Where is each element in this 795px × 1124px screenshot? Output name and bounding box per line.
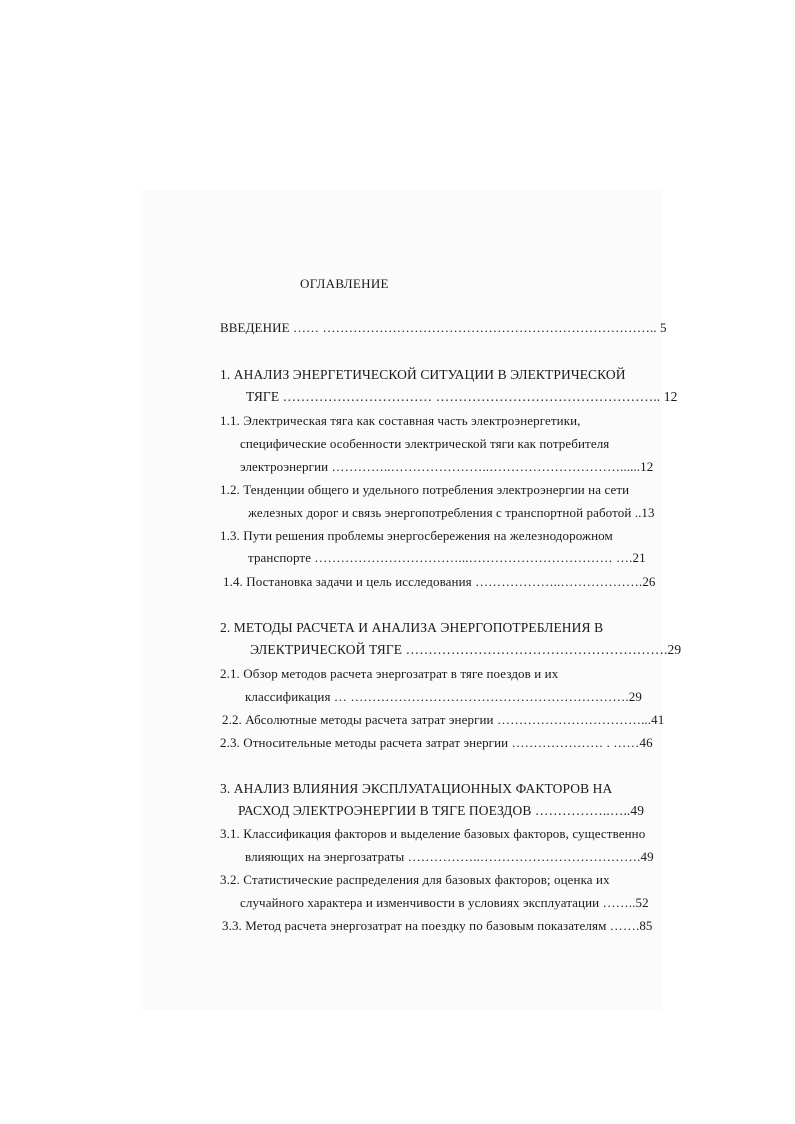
toc-chapter-1-title: 1. АНАЛИЗ ЭНЕРГЕТИЧЕСКОЙ СИТУАЦИИ В ЭЛЕКТРИЧЕСКОЙ — [220, 367, 626, 382]
toc-entry-3-3: 3.3. Метод расчета энергозатрат на поездку по базовым показателям …….85 — [222, 918, 653, 933]
toc-entry-3-1-cont: влияющих на энергозатраты ……………..……………………………….49 — [245, 849, 654, 864]
toc-entry-intro: ВВЕДЕНИЕ …… ………………………………………………………………….. 5 — [220, 320, 667, 335]
toc-entry-2-3: 2.3. Относительные методы расчета затрат энергии ………………… . ……46 — [220, 735, 653, 750]
toc-entry-3-2: 3.2. Статистические распределения для базовых факторов; оценка их — [220, 872, 610, 887]
toc-entry-1-2-cont: железных дорог и связь энергопотребления с транспортной работой ..13 — [248, 505, 655, 520]
toc-chapter-2-title: 2. МЕТОДЫ РАСЧЕТА И АНАЛИЗА ЭНЕРГОПОТРЕБЛЕНИЯ В — [220, 620, 604, 635]
toc-chapter-3-title: 3. АНАЛИЗ ВЛИЯНИЯ ЭКСПЛУАТАЦИОННЫХ ФАКТОРОВ НА — [220, 781, 613, 796]
toc-entry-1-2: 1.2. Тенденции общего и удельного потребления электроэнергии на сети — [220, 482, 630, 497]
toc-entry-1-1-cont2: электроэнергии …………..…………………..…………………………......12 — [240, 459, 654, 474]
toc-entry-3-2-cont: случайного характера и изменчивости в условиях эксплуатации ……..52 — [240, 895, 649, 910]
toc-entry-1-3: 1.3. Пути решения проблемы энергосбережения на железнодорожном — [220, 528, 613, 543]
toc-chapter-3-title-cont: РАСХОД ЭЛЕКТРОЭНЕРГИИ В ТЯГЕ ПОЕЗДОВ ……………..…..49 — [238, 803, 645, 818]
toc-entry-3-1: 3.1. Классификация факторов и выделение базовых факторов, существенно — [220, 826, 646, 841]
toc-chapter-1-title-cont: ТЯГЕ …………………………… ………………………………………….. 12 — [246, 389, 678, 404]
toc-entry-1-4: 1.4. Постановка задачи и цель исследования ………………..……………….26 — [223, 574, 656, 589]
toc-entry-2-1-cont: классификация … ……………………………………………………….29 — [245, 689, 642, 704]
toc-chapter-2-title-cont: ЭЛЕКТРИЧЕСКОЙ ТЯГЕ ………………………………………………….29 — [250, 642, 682, 657]
toc-entry-2-1: 2.1. Обзор методов расчета энергозатрат в тяге поездов и их — [220, 666, 559, 681]
toc-entry-1-1-cont: специфические особенности электрической тяги как потребителя — [240, 436, 610, 451]
toc-entry-1-1: 1.1. Электрическая тяга как составная часть электроэнергетики, — [220, 413, 581, 428]
toc-entry-2-2: 2.2. Абсолютные методы расчета затрат энергии ……………………………...41 — [222, 712, 665, 727]
toc-title: ОГЛАВЛЕНИЕ — [300, 276, 389, 291]
toc-entry-1-3-cont: транспорте ……………………………...…………………………… ….21 — [248, 550, 646, 565]
